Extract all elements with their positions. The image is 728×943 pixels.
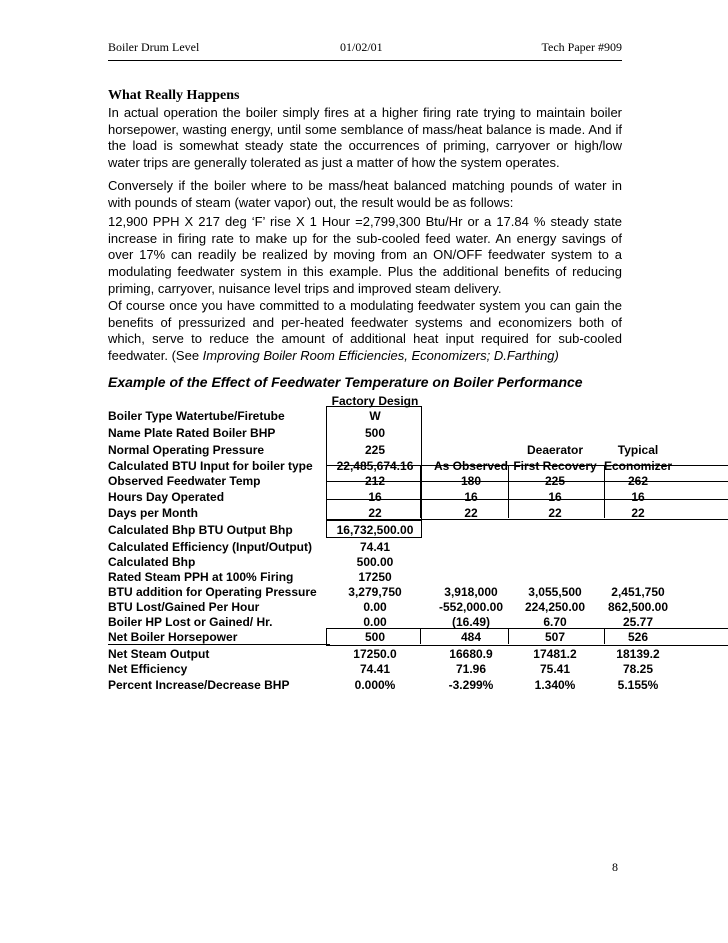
row-value: 25.77 <box>622 615 654 629</box>
row-value: 500 <box>364 426 386 440</box>
row-label: Rated Steam PPH at 100% Firing <box>108 570 294 584</box>
performance-table <box>108 393 672 693</box>
row-value: 18139.2 <box>616 647 660 661</box>
row-value: 17250.0 <box>353 647 397 661</box>
row-value: 22,485,674.16 <box>336 459 414 473</box>
row-value: -552,000.00 <box>438 600 504 614</box>
net-hp-underline <box>108 644 330 645</box>
row-value: 500.00 <box>356 555 394 569</box>
row-value: 2,451,750 <box>611 585 665 599</box>
row-value: 74.41 <box>359 540 391 554</box>
header-factory-design: Factory Design <box>331 394 419 408</box>
row-label: Name Plate Rated Boiler BHP <box>108 426 276 440</box>
col-divider-1 <box>420 465 421 518</box>
row-value: 22 <box>548 506 562 520</box>
row-value: 862,500.00 <box>607 600 669 614</box>
header-deaerator: Deaerator <box>526 443 584 457</box>
row-value: 71.96 <box>455 662 487 676</box>
row-value: 74.41 <box>359 662 391 676</box>
row-value: 22 <box>464 506 478 520</box>
row-value: 6.70 <box>543 615 567 629</box>
header-title: Boiler Drum Level <box>108 40 200 54</box>
row-value: 16 <box>464 490 478 504</box>
row-value: W <box>369 409 381 423</box>
paragraph-4 <box>108 298 622 365</box>
paragraph-4-text: Of course once you have committed to a modulating feedwater system you can gain the benefits of pressurized and per-heated feedwater systems and economizers both of which, serve to reduce the amount of additional heat input required for sub-cooled feedwater. (See <box>108 298 622 364</box>
row-label: Calculated Bhp <box>108 555 196 569</box>
row-value: 17481.2 <box>533 647 577 661</box>
section-title: What Really Happens <box>108 88 240 103</box>
row-label: BTU Lost/Gained Per Hour <box>108 600 260 614</box>
row-value: (16.49) <box>451 615 491 629</box>
row-value: 0.00 <box>363 615 387 629</box>
row-value: 225 <box>544 474 566 488</box>
row-value: 225 <box>364 443 386 457</box>
row-label: Net Boiler Horsepower <box>108 630 238 644</box>
row-value: 0.000% <box>354 678 396 692</box>
row-label: Observed Feedwater Temp <box>108 474 261 488</box>
net-hp-divider-1 <box>420 628 421 644</box>
row-label: Normal Operating Pressure <box>108 443 265 457</box>
paragraph-2: Conversely if the boiler where to be mass/heat balanced matching pounds of water in with pounds of steam (water vapor) out, the result would be as follows: <box>108 178 622 210</box>
row-label: Net Steam Output <box>108 647 210 661</box>
page-number: 8 <box>612 860 618 874</box>
page-header <box>108 40 622 56</box>
row-label: Boiler HP Lost or Gained/ Hr. <box>108 615 273 629</box>
row-value: 16,732,500.00 <box>336 523 414 537</box>
row-value: 180 <box>460 474 482 488</box>
row-value: 22 <box>368 506 382 520</box>
row-label: Boiler Type Watertube/Firetube <box>108 409 285 423</box>
row-value: 224,250.00 <box>524 600 586 614</box>
row-label: Calculated BTU Input for boiler type <box>108 459 313 473</box>
header-date: 01/02/01 <box>340 40 383 54</box>
paragraph-1: In actual operation the boiler simply fires at a higher firing rate trying to maintain boiler horsepower, wasting energy, until some semblance of mass/heat balance is made. And if the load is somewhat steady state the occurrences of priming, carryover or high/low water trips are generally tolerated as just a matter of how the system operates. <box>108 105 622 171</box>
row-value: 3,918,000 <box>444 585 498 599</box>
table-title: Example of the Effect of Feedwater Temperature on Boiler Performance <box>108 374 583 390</box>
row-value: 78.25 <box>622 662 654 676</box>
row-value: 0.00 <box>363 600 387 614</box>
paragraph-3: 12,900 PPH X 217 deg ‘F’ rise X 1 Hour =2,799,300 Btu/Hr or a 17.84 % steady state increase in firing rate to make up for the sub-cooled feed water. An energy savings of over 17% can readily be realized by moving from an ON/OFF feedwater system to a modulating feedwater system in this example. Plus the additional benefits of reducing priming, carryover, nuisance level trips and improved steam delivery. <box>108 214 622 296</box>
row-value: 22 <box>631 506 645 520</box>
row-label: Net Efficiency <box>108 662 188 676</box>
row-value: 75.41 <box>539 662 571 676</box>
row-label: Calculated Efficiency (Input/Output) <box>108 540 313 554</box>
row-value: 16 <box>548 490 562 504</box>
header-rule <box>108 60 622 61</box>
row-label: Calculated Bhp BTU Output Bhp <box>108 523 293 537</box>
row-value: 3,055,500 <box>528 585 582 599</box>
row-value: 3,279,750 <box>348 585 402 599</box>
row-value: 1.340% <box>534 678 576 692</box>
header-doc-number: Tech Paper #909 <box>541 40 622 54</box>
header-first-recovery: First Recovery <box>513 459 597 473</box>
row-value: 16 <box>368 490 382 504</box>
row-label: Percent Increase/Decrease BHP <box>108 678 290 692</box>
row-value: 212 <box>364 474 386 488</box>
row-value: 16680.9 <box>449 647 493 661</box>
row-value: 507 <box>544 630 566 644</box>
row-value: 17250 <box>358 570 392 584</box>
header-as-observed: As Observed <box>433 459 509 473</box>
row-value: 526 <box>627 630 649 644</box>
row-value: 16 <box>631 490 645 504</box>
row-value: 262 <box>627 474 649 488</box>
row-value: 484 <box>460 630 482 644</box>
row-label: BTU addition for Operating Pressure <box>108 585 317 599</box>
header-typical: Typical <box>617 443 659 457</box>
paragraph-4-reference: Improving Boiler Room Efficiencies, Economizers; D.Farthing) <box>202 348 559 364</box>
row-label: Hours Day Operated <box>108 490 225 504</box>
header-economizer: Economizer <box>603 459 672 473</box>
row-value: 500 <box>364 630 386 644</box>
row-label: Days per Month <box>108 506 199 520</box>
row-value: 5.155% <box>617 678 659 692</box>
row-value: -3.299% <box>448 678 494 692</box>
